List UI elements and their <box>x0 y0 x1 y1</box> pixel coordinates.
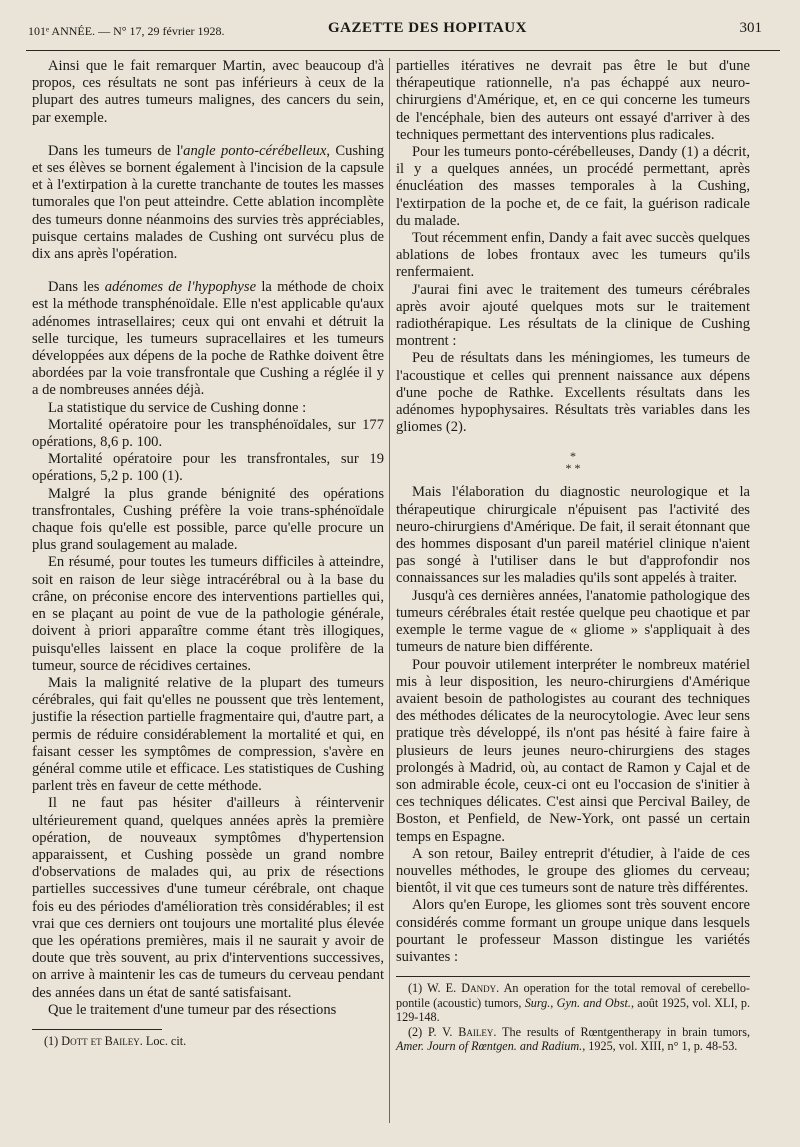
footnote: (2) P. V. Bailey. The results of Rœntgentherapy in brain tumors, Amer. Journ of Rœntgen. and Radium., 1925, vol. XIII, n° 1, p. 48-53. <box>396 1024 750 1054</box>
issue-info: 101ᵉ ANNÉE. — N° 17, 29 février 1928. <box>28 24 225 38</box>
section-separator: * * * <box>565 449 581 476</box>
paragraph: Dans les adénomes de l'hypophyse la méthode de choix est la méthode transphénoïdale. Elle n'est applicable qu'aux adénomes intrasellaires; ceux qui ont envahi et détruit la selle turcique, les tumeurs supracellaires et les tumeurs développées aux dépens de la poche de Rathke doivent être abordées par la voie transfrontale que Cushing a réglée il y a de nombreuses années déjà. <box>32 279 384 399</box>
paragraph: Mortalité opératoire pour les transfrontales, sur 19 opérations, 5,2 p. 100 (1). <box>32 451 384 485</box>
page-number: 301 <box>739 20 762 36</box>
paragraph: Mais l'élaboration du diagnostic neurologique et la thérapeutique chirurgicale n'épuisent pas l'activité des neuro-chirurgiens d'Amérique. De fait, il serait étonnant que des hommes disposant d'un pareil matériel clinique n'aient pas songé à l'utiliser dans le but d'approfondir nos connaissances sur les maladies qu'ils sont appelés à traiter. <box>396 484 750 587</box>
footnote-rule <box>396 976 750 977</box>
paragraph: Jusqu'à ces dernières années, l'anatomie pathologique des tumeurs cérébrales était restée quelque peu chaotique et par exemple le terme vague de « gliome » s'appliquait à des tumeurs de nature bien différente. <box>396 587 750 656</box>
paragraph: Que le traitement d'une tumeur par des résections <box>48 1001 337 1018</box>
paragraph: partielles itératives ne devrait pas être le but d'une thérapeutique rationnelle, n'a pas échappé aux neuro-chirurgiens d'Amérique, et, en ce qui concerne les tumeurs de l'encéphale, bien des auteurs ont essayé d'arriver à des techniques permettant des interventions plus radicales. <box>396 58 750 143</box>
journal-title: GAZETTE DES HOPITAUX <box>328 20 527 36</box>
paragraph: Ainsi que le fait remarquer Martin, avec beaucoup d'à propos, ces résultats ne sont pas inférieurs à ceux de la plupart des autres tumeurs malignes, des cancers du sein, par exemple. <box>32 58 384 126</box>
footnote: (1) Dott et Bailey. Loc. cit. <box>44 1033 187 1048</box>
right-column <box>396 58 750 1054</box>
paragraph: Alors qu'en Europe, les gliomes sont très souvent encore considérés comme formant un groupe unique dans lesquels pourtant le professeur Masson distingue les variétés suivantes : <box>396 897 750 965</box>
paragraph: La statistique du service de Cushing donne : <box>48 399 307 416</box>
paragraph: En résumé, pour toutes les tumeurs difficiles à atteindre, soit en raison de leur siège intracérébral ou à la base du crâne, on préconise encore des interventions partielles qui, en se plaçant au point de vue de la pathologie générale, doivent à priori apparaître comme étant très illogiques, puisqu'elles laissent en place la coque prolifère de la tumeur, source de récidives certaines. <box>32 554 384 674</box>
paragraph: Peu de résultats dans les méningiomes, les tumeurs de l'acoustique et celles qui prennent naissance aux dépens d'une poche de Rathke. Excellents résultats dans les adénomes hypophysaires. Résultats très variables dans les gliomes (2). <box>396 350 750 436</box>
left-column <box>32 58 384 1048</box>
column-divider <box>389 58 390 1123</box>
paragraph: Malgré la plus grande bénignité des opérations transfrontales, Cushing préfère la voie trans-sphénoïdale chaque fois qu'elle est possible, parce qu'elle procure un plus grand soulagement au malade. <box>32 485 384 554</box>
footnote: (1) W. E. Dandy. An operation for the total removal of cerebello-pontile (acoustic) tumors, Surg., Gyn. and Obst., août 1925, vol. XLI, p. 129-148. <box>396 981 750 1025</box>
header-rule <box>26 50 780 51</box>
paragraph: Il ne faut pas hésiter d'ailleurs à réintervenir ultérieurement quand, quelques années après la première opération, de nouveaux symptômes d'hypertension apparaissent, et Cushing possède un grand nombre d'observations de malades qui, au prix de résections partielles successives d'une tumeur cérébrale, ont chaque fois eu des périodes d'amélioration très considérables; il est vrai que ces derniers ont toujours une mortalité plus élevée que les opérations premières, mais il ne saurait y avoir de doute que très souvent, au prix d'interventions successives, on arrive à maintenir les cas de tumeurs du cerveau pendant des années dans un état de santé satisfaisant. <box>32 795 384 1001</box>
paragraph: Dans les tumeurs de l'angle ponto-cérébelleux, Cushing et ses élèves se bornent également à l'incision de la capsule et à l'extirpation à la curette tranchante de toutes les masses tumorales que l'on peut atteindre. Cette ablation incomplète des tumeurs donne néanmoins des survies très appréciables, puisque certains malades de Cushing ont survécu plus de dix ans après l'opération. <box>32 142 385 263</box>
paragraph: Mais la malignité relative de la plupart des tumeurs cérébrales, qui fait qu'elles ne poussent que très lentement, justifie la résection partielle fragmentaire qui, d'autre part, a permis de réduire considérablement la mortalité et qui, en faisant cesser les symptômes de compression, s'avère en général comme utile et efficace. Les statistiques de Cushing parlent très en faveur de cette méthode. <box>32 674 384 795</box>
footnote-rule <box>32 1029 162 1030</box>
paragraph: Pour pouvoir utilement interpréter le nombreux matériel mis à leur disposition, les neuro-chirurgiens d'Amérique avaient besoin de pathologistes au courant des techniques des méthodes délicates de la neurocytologie. Avec leur sens pratique très développé, ils n'ont pas hésité à faire faire à plusieurs de leurs jeunes neuro-chirurgiens des stages prolongés à Madrid, où, au contact de Ramon y Cajal et de son admirable école, ceux-ci ont eu l'occasion de s'initier à ces techniques délicates. C'est ainsi que Percival Bailey, de Boston, et Penfield, de New-York, ont passé un certain temps en Espagne. <box>396 656 750 845</box>
term: adénomes de l'hypophyse <box>104 279 257 296</box>
paragraph: Pour les tumeurs ponto-cérébelleuses, Dandy (1) a décrit, il y a quelques années, un procédé permettant, après énucléation des masses temporales à la Cushing, l'extirpation de la poche et, de ce fait, la guérison radicale du malade. <box>396 144 750 229</box>
paragraph: Tout récemment enfin, Dandy a fait avec succès quelques ablations de lobes frontaux avec les tumeurs qu'ils renfermaient. <box>396 230 750 281</box>
paragraph: Mortalité opératoire pour les transphénoïdales, sur 177 opérations, 8,6 p. 100. <box>32 416 384 451</box>
paragraph: J'aurai fini avec le traitement des tumeurs cérébrales après avoir ajouté quelques mots sur le traitement radiothérapique. Les résultats de la clinique de Cushing montrent : <box>396 281 750 350</box>
page-header <box>28 20 780 46</box>
paragraph: A son retour, Bailey entreprit d'étudier, à l'aide de ces nouvelles méthodes, le groupe des gliomes du cerveau; bientôt, il vit que ces tumeurs sont de nature très différentes. <box>396 845 750 897</box>
term: angle ponto-cérébelleux <box>183 142 327 159</box>
